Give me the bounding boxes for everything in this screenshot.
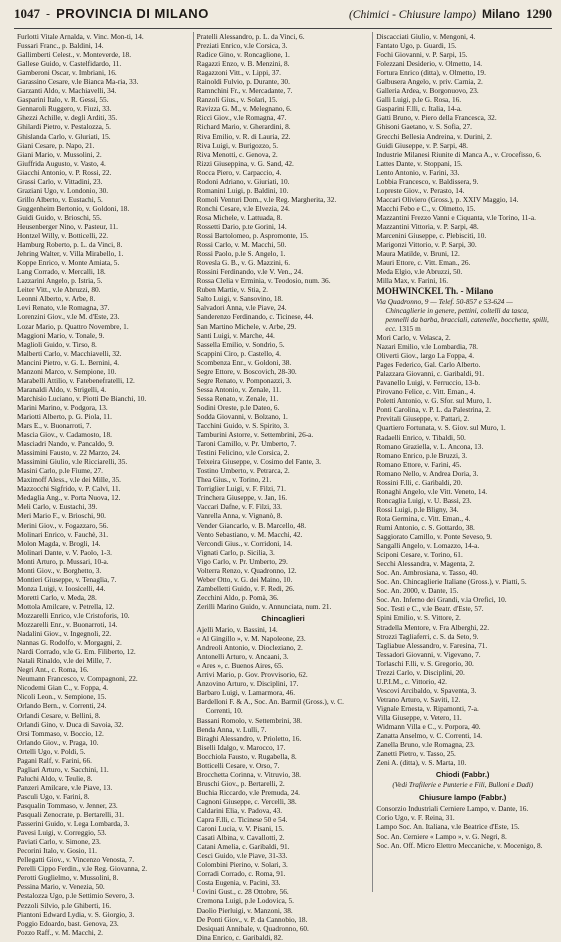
list-item: Rodoni Adriano, v. Giuriati, 10.	[196, 176, 290, 186]
list-item: Maranaldi Aldo, v. Strigelli, 4.	[17, 384, 107, 394]
list-item: De Ponti Giov., v. P. da Cannobio, 18.	[196, 914, 308, 924]
list-item: Nardi Corrado, v.le G. Em. Filiberto, 12.	[17, 647, 136, 657]
list-item: Tostino Umberto, v. Petrarca, 2.	[196, 466, 290, 476]
list-item: Caroni Lucia, v. V. Pisani, 15.	[196, 824, 284, 834]
list-item: Ronaghi Angelo, v.le Vitt. Veneto, 14.	[376, 486, 488, 496]
list-item: Vigo Carlo, v. Pr. Umberto, 29.	[196, 556, 288, 566]
list-item: Vanrella Anna, v. Vignanò, 8.	[196, 511, 283, 521]
list-item: Meli Carlo, v. Eustachi, 39.	[17, 502, 98, 512]
list-item: Vercondi Gius., v. Corridoni, 14.	[196, 538, 293, 548]
list-item: Daolio Pierluigi, v. Manzoni, 38.	[196, 905, 293, 915]
list-item: Rossi Carlo, v. M. Macchi, 50.	[196, 240, 287, 250]
list-item: Casati Albina, v. Cavallotti, 2.	[196, 833, 285, 843]
list-item: Thea Gius., v. Torino, 21.	[196, 475, 272, 485]
list-item: Soc. Testi e C., v.le Beatr. d'Este, 57.	[376, 604, 484, 614]
list-item: Lazzarini Angelo, p. Istria, 5.	[17, 276, 103, 286]
list-item: Maura Matilde, v. Bruni, 12.	[376, 249, 460, 259]
list-item: Rossetti Dario, p.te Gorini, 14.	[196, 221, 287, 231]
list-item: Vignati Carlo, p. Sicilia, 3.	[196, 547, 275, 557]
list-item: Pestalozza Ugo, p.le Settimio Severo, 3.	[17, 891, 135, 901]
list-item: Caldarini Elia, v. Padova, 43.	[196, 805, 283, 815]
list-item: Antonelli Arturo, v. Ancaani, 3.	[196, 652, 289, 662]
list-item: Garassino Cesare, v.le Bianca Ma-ria, 33.	[17, 77, 139, 87]
list-item: Ragazzoni Vitt., v. Lippi, 37.	[196, 68, 281, 78]
list-item: Vetrano Arturo, v. Saviti, 12.	[376, 694, 461, 704]
list-item: Pavesi Luigi, v. Correggio, 53.	[17, 828, 107, 838]
list-item: Romano Nello, v. Andrea Doria, 3.	[376, 468, 479, 478]
list-item: Covini Gust., c. 28 Ottobre, 56.	[196, 887, 289, 897]
list-item: Fortura Enrico (ditta), v. Olmetto, 19.	[376, 68, 486, 78]
list-item: Mozzarelli Enr., v. Buonarroti, 14.	[17, 620, 118, 630]
list-item: Giani Cesare, p. Napo, 21.	[17, 140, 95, 150]
list-item: Soc. An. 2000, v. Dante, 15.	[376, 586, 459, 596]
list-item: Molinari Dante, v. V. Paolo, 1-3.	[17, 547, 112, 557]
list-item: Riva Luigi, v. Burigozzo, 5.	[196, 140, 279, 150]
list-item: Nadalini Giov., v. Ingegnoli, 22.	[17, 629, 112, 639]
list-item: Zerilli Marino Guido, v. Annunciata, num. 21.	[196, 601, 332, 611]
list-item: Rossini Ferdinando, v.le V. Ven., 24.	[196, 267, 304, 277]
list-item: Massimini Giulio, v.le Ricciarelli, 35.	[17, 457, 128, 467]
list-item: Macchi Febo e C., v. Olmetto, 15.	[376, 203, 476, 213]
list-item: Zanatta Anselmo, v. C. Correnti, 14.	[376, 731, 483, 741]
list-item: Brocchetta Corinna, v. Vitruvio, 38.	[196, 769, 302, 779]
featured-description	[376, 297, 549, 333]
list-item: Maccari Oliviero (Gross.), p. XXIV Maggio, 14.	[376, 194, 519, 204]
list-item: Scappini Ciro, p. Castello, 4.	[196, 348, 281, 358]
list-item: Rizzi Giuseppina, v. G. Sand, 42.	[196, 158, 294, 168]
list-item: Vento Sebastiano, v. M. Macchi, 42.	[196, 529, 303, 539]
list-item: Lobbia Francesco, v. Baldissera, 9.	[376, 176, 479, 186]
list-item: Teixeira Giuseppe, v. Cosimo del Fante, 3.	[196, 457, 321, 467]
list-item: Torlaschi F.lli, v. S. Gregorio, 30.	[376, 658, 474, 668]
header-dash: -	[46, 7, 51, 21]
list-item: Secchi Alessandra, v. Magenta, 2.	[376, 559, 475, 569]
list-item: Quartiero Fortunata, v. S. Giov. sul Muro, 1.	[376, 423, 506, 433]
list-item: Cremona Luigi, p.le Lodovica, 5.	[196, 896, 294, 906]
page-header	[14, 6, 552, 29]
list-item: Roncaglia Luigi, v. U. Bassi, 23.	[376, 495, 472, 505]
list-item: Panzeri Amilcare, v.le Piave, 13.	[17, 782, 113, 792]
list-item: Radice Gino, v. Roncaglione, 1.	[196, 50, 290, 60]
list-item: Galbusera Angelo, v. priv. Carnia, 2.	[376, 77, 483, 87]
featured-address: Via Quadronno, 9 — Telef. 50-857 e 53-624 — Chincaglierie in genere, pettini, coltelli da tasca, pennelli da barba, bracciali, catenelle, bocchette, spilli, ecc.	[376, 296, 549, 333]
list-item: Vaccari Dafne, v. F. Filzi, 33.	[196, 502, 282, 512]
list-item: Pavanello Luigi, v. Ferruccio, 13-b.	[376, 378, 481, 388]
list-item: Folezzani Desiderio, v. Olmetto, 14.	[376, 59, 483, 69]
list-item: Pessina Mario, v. Venezia, 50.	[17, 882, 105, 892]
list-item: Malberti Carlo, v. Macchiavelli, 32.	[17, 348, 122, 358]
list-item: Ghezzi Achille, v. degli Arditi, 35.	[17, 113, 118, 123]
list-item: Romano Ettore, v. Farini, 45.	[376, 459, 462, 469]
list-item: Trinchera Giuseppe, v. Jan, 16.	[196, 493, 288, 503]
list-item: Marini Marino, v. Podgora, 13.	[17, 402, 108, 412]
list-item: Lopreste Giov., v. Perasto, 14.	[376, 185, 465, 195]
list-item: Vescovi Arcibaldo, v. Spaventa, 3.	[376, 685, 477, 695]
list-item: Mars E., v. Buonarroti, 7.	[17, 421, 92, 431]
list-item: Capra F.lli, c. Ticinese 50 e 54.	[196, 815, 288, 825]
list-item: Sessa Renato, v. Zenale, 11.	[196, 393, 279, 403]
list-item: Ronchi Cesare, v.le Elvezia, 24.	[196, 203, 290, 213]
list-item: Mauri Ettore, c. Vitt. Eman., 26.	[376, 258, 471, 268]
list-item: Masini Carlo, p.le Fiume, 27.	[17, 466, 103, 476]
section-heading-chiusure: Chiusure lampo (Fabbr.)	[419, 793, 507, 803]
list-item: Rossa Clelia v Erminia, v. Teodosio, num. 36.	[196, 276, 331, 286]
list-item: Villa Giuseppe, v. Vetero, 11.	[376, 712, 462, 722]
list-item: Guidi Guido, v. Brioschi, 55.	[17, 212, 102, 222]
list-item: Zanetti Pietro, v. Tasso, 25.	[376, 749, 456, 759]
list-item: Previtali Giuseppe, v. Pattari, 2.	[376, 414, 470, 424]
list-item: Sessa Antonio, v. Zenale, 11.	[196, 384, 282, 394]
list-item: Lorenzini Giov., v.le M. d'Este, 23.	[17, 312, 120, 322]
list-item: Orlando Giov., v. Praga, 10.	[17, 737, 99, 747]
list-item: Pratelli Alessandro, p. L. da Vinci, 6.	[196, 32, 305, 41]
list-item: Santi Luigi, v. Marche, 44.	[196, 330, 275, 340]
list-item: Oliverti Giov., largo La Foppa, 4.	[376, 351, 475, 361]
list-item: Rossini F.lli, c. Garibaldi, 20.	[376, 477, 463, 487]
list-item: Ajelli Mario, v. Bassini, 14.	[196, 625, 278, 635]
list-item: Molon Magda, v. Brogli, 14.	[17, 538, 101, 548]
list-item: Pasculi Ugo, v. Farini, 8.	[17, 791, 90, 801]
list-item: Gallese Guido, v. Castelfidardo, 11.	[17, 59, 122, 69]
list-item: Sangalli Angelo, v. Lomazzo, 14-a.	[376, 541, 480, 551]
list-item: Poletti Antonio, v. G. Sfor. sul Muro, 1.	[376, 396, 492, 406]
list-item: Zambelletti Guido, v. F. Redi, 26.	[196, 583, 295, 593]
list-item: Riva Menotti, c. Genova, 2.	[196, 149, 278, 159]
list-item: Scombenza Enr., v. Goldoni, 38.	[196, 357, 292, 367]
list-item: Medaglia Ang., v. Porta Nuova, 12.	[17, 493, 121, 503]
list-item: Salto Luigi, v. Sansovino, 18.	[196, 294, 283, 304]
list-item: Gennaroli Ruggero, v. Fiuzi, 33.	[17, 104, 112, 114]
list-item: Romano Enrico, p.le Bruzzi, 3.	[376, 450, 468, 460]
list-item: Tessadori Giovanni, v. Vigevano, 7.	[376, 649, 481, 659]
list-item: Passerini Guido, v. Lega Lombarda, 3.	[17, 819, 130, 829]
list-item: Strozzi Tagliaferri, c. S. da Seto, 9.	[376, 631, 479, 641]
list-item: Koppe Enrico, v. Monte Amiata, 5.	[17, 258, 120, 268]
list-item: Ghislanda Carlo, v. Gluriati, 15.	[17, 131, 111, 141]
list-item: Furlotti Vitale Arnalda, v. Vinc. Mon-ti, 14.	[17, 32, 144, 41]
list-item: Milla Max, v. Farini, 16.	[376, 276, 449, 286]
list-item: Monti Giov., v. Borghetto, 3.	[17, 565, 102, 575]
list-item: Sciponi Cesare, v. Torino, 61.	[376, 550, 463, 560]
list-item: Richard Mario, v. Gherardini, 8.	[196, 122, 291, 132]
list-item: Montieri Giuseppe, v. Tenaglia, 7.	[17, 574, 117, 584]
list-item: Nicoli Leon., v. Sempione, 15.	[17, 692, 107, 702]
list-item: Widmann Villa e C., v. Porpora, 40.	[376, 722, 481, 732]
columns	[14, 32, 552, 942]
list-item: Soc. An. Ambrosiana, v. Tasso, 40.	[376, 568, 478, 578]
list-item: Rumi Antonio, c. S. Gottardo, 38.	[376, 522, 475, 532]
list-item: Rota Germina, c. Vitt. Eman., 4.	[376, 513, 471, 523]
list-item: Perotti Guglielmo, v. Mussolini, 8.	[17, 873, 119, 883]
list-item: Rainoldi Fulvio, p. Durante, 30.	[196, 77, 290, 87]
list-item: Preziati Enrico, v.le Corsica, 3.	[196, 41, 288, 51]
list-item: Fantato Ugo, p. Guardi, 15.	[376, 41, 457, 51]
featured-entry	[376, 286, 549, 297]
list-item: Sanderenzo Ferdinando, c. Ticinese, 44.	[196, 312, 314, 322]
list-item: Taroni Camillo, v. Pr. Umberto, 7.	[196, 439, 297, 449]
list-item: Romoli Venturi Dom., v.le Reg. Margherita, 32.	[196, 194, 337, 204]
list-item: Marchisio Luciano, v. Piotti De Bianchi, 10.	[17, 393, 147, 403]
list-item: Soc. An. Chincaglierie Italiane (Gross.), v. Piatti, 5.	[376, 577, 527, 587]
list-item: Manzoni Marco, v. Sempione, 10.	[17, 366, 117, 376]
list-item: Mazzantini Frezzo Vanni e Ciquanta, v.le Torino, 11-a.	[376, 212, 536, 222]
list-item: Poggio Edoardo, bast. Genova, 23.	[17, 918, 119, 928]
list-item: Piantoni Edward Lydia, v. S. Giorgio, 3.	[17, 909, 135, 919]
list-item: Benda Anna, v. Lulli, 7.	[196, 724, 267, 734]
list-item: Ranzoli Gius., v. Solari, 15.	[196, 95, 278, 105]
list-item: Colombini Pierino, v. Solari, 3.	[196, 860, 288, 870]
list-item: Mascia Giov., v. Cadamosto, 18.	[17, 430, 112, 440]
header-city: Milano	[482, 7, 520, 21]
list-item: Bocchiola Fausto, v. Rugabella, 8.	[196, 751, 297, 761]
list-item: Segre Ettore, v. Boscovich, 28-30.	[196, 366, 297, 376]
list-item: Ramnchini Fr., v. Mercadante, 7.	[196, 86, 293, 96]
list-item: Marigonzi Vittorio, v. P. Sarpi, 30.	[376, 240, 477, 250]
section-note-chiodi: (Vedi Trafilerie e Punterie e Fili, Bulloni e Dadi)	[392, 781, 534, 790]
list-item: Palazzara Giovanni, c. Garibaldi, 91.	[376, 369, 485, 379]
list-item: Orsi Tommaso, v. Boccio, 12.	[17, 728, 104, 738]
list-item: Gasparini F.lli, c. Italia, 14-a.	[376, 104, 462, 114]
list-item: Rovesla G. B., v. G. Mazzini, 6.	[196, 258, 291, 268]
list-item: Dina Enrico, c. Garibaldi, 82.	[196, 932, 283, 942]
list-item: Vender Giancarlo, v. B. Marcello, 48.	[196, 520, 307, 530]
list-item: Leiter Vitt., v.le Abruzzi, 80.	[17, 285, 101, 295]
list-item: Nannas G. Rodolfo, v. Morgagni, 2.	[17, 638, 122, 648]
list-item: Gamberoni Oscar, v. Imbriani, 16.	[17, 68, 117, 78]
list-item: Zanella Bruno, v.le Romagna, 23.	[376, 740, 475, 750]
list-item: Ghilardi Pietro, v. Pestalozza, 5.	[17, 122, 111, 132]
list-item: Sodini Oreste, p.le Dateo, 6.	[196, 402, 280, 412]
list-item: Hontzel Willy, v. Botticelli, 22.	[17, 231, 109, 241]
list-item: Ricci Giov., v.le Romagna, 47.	[196, 113, 287, 123]
list-item: Monza Luigi, v. Ioosicelli, 44.	[17, 583, 106, 593]
list-item: Masciadri Nando, v. Pancaldo, 9.	[17, 439, 114, 449]
list-item: Romano Graziella, v. L. Ancona, 13.	[376, 441, 484, 451]
list-item: Marabelli Attilio, v. Fatebenefratelli, 12.	[17, 375, 135, 385]
list-item: Levi Renato, v.le Romagna, 37.	[17, 303, 110, 313]
list-item: Bassani Romolo, v. Settembrini, 38.	[196, 715, 302, 725]
list-item: Maggioni Mario, v. Tonale, 9.	[17, 330, 105, 340]
list-item: Sodda Giovanni, v. Bolzano, 1.	[196, 411, 288, 421]
list-item: Pellegatti Giov., v. Vincenzo Venosta, 7.	[17, 855, 135, 865]
list-item: Buchia Riccardo, v.le Premuda, 24.	[196, 787, 300, 797]
list-item: Segre Renato, v. Pomponazzi, 3.	[196, 375, 292, 385]
list-item: Neumann Francesco, v. Compagnoni, 22.	[17, 674, 138, 684]
list-item: Marcenini Giuseppe, c. Plebiscitì, 10.	[376, 231, 487, 241]
list-item: Massimini Fausto, v. 22 Marzo, 24.	[17, 448, 121, 458]
list-item: Rossi Paolo, p.le S. Angelo, 1.	[196, 249, 286, 259]
list-item: Moretti Carlo, v. Meda, 28.	[17, 592, 97, 602]
list-item: Meri Mario F., v. Brioschi, 90.	[17, 511, 106, 521]
list-item: Pagliari Arturo, v. Sacchini, 11.	[17, 764, 109, 774]
list-item: Pasquali Zenocrate, p. Bertarelli, 31.	[17, 810, 124, 820]
list-item: Pozzo Raff., v. M. Macchi, 2.	[17, 927, 103, 937]
list-item: Corio Ugo, v. F. Reina, 31.	[376, 813, 455, 823]
list-item: Nicodemi Gian C., v. Foppa, 4.	[17, 683, 109, 693]
list-item: Bruschi Giov., p. Bertarelli, 2.	[196, 778, 285, 788]
list-item: « Al Gingillo », v. M. Napoleone, 23.	[196, 634, 306, 644]
list-item: Torriglier Luigi, v. F. Filzi, 71.	[196, 484, 286, 494]
list-item: Ravizza G. M., v. Melegnano, 6.	[196, 104, 292, 114]
list-item: Industrie Milanesi Riunite di Manca A., v. Crocefisso, 6.	[376, 149, 542, 159]
list-item: Tagliabue Alessandro, v. Faresina, 71.	[376, 640, 488, 650]
list-item: Consorzio Industriali Cerniere Lampo, v. Dante, 16.	[376, 804, 529, 814]
list-item: Graziani Ugo, v. Londonio, 30.	[17, 185, 109, 195]
list-item: Orlandi Cesare, v. Bellini, 8.	[17, 710, 101, 720]
list-item: Pirovano Felice, c. Vitt. Eman., 4.	[376, 387, 476, 397]
list-item: Paviati Carlo, v. Simone, 23.	[17, 837, 101, 847]
list-item: Gatti Bruno, v. Piero della Francesca, 32.	[376, 113, 497, 123]
list-item: Garzanti Aldo, v. Machiavelli, 34.	[17, 86, 117, 96]
list-item: Spini Emilio, v. S. Vittore, 2.	[376, 613, 461, 623]
list-item: Mottola Amilcare, v. Petrella, 12.	[17, 601, 115, 611]
list-item: Pages Federico, Gal. Carlo Alberto.	[376, 360, 481, 370]
list-item: Rossi Bartolomeo, p. Aspromonte, 15.	[196, 231, 309, 241]
list-item: Soc. An. Off. Micro Elettro Meccaniche, v. Mocenigo, 8.	[376, 840, 543, 850]
list-item: Ragazzi Enzo, v. B. Menzini, 8.	[196, 59, 290, 69]
list-item: Cagnoni Giuseppe, c. Vercelli, 38.	[196, 796, 297, 806]
header-category: (Chimici - Chiusure lampo)	[348, 9, 476, 21]
list-item: Biraghi Alessandro, v. Prioletto, 16.	[196, 733, 302, 743]
list-item: Mazzantini Vittoria, v. P. Sarpi, 48.	[376, 221, 479, 231]
list-item: Volterra Renzo, v. Quadronno, 12.	[196, 565, 297, 575]
list-item: Orlando Bern., v. Correnti, 24.	[17, 701, 107, 711]
list-item: Gallimberti Celest., v. Monteverde, 18.	[17, 50, 132, 60]
list-item: Bardelloni F. & A., Soc. An. Barmil (Gross.), v. C. Correnti, 10.	[196, 697, 344, 716]
list-item: Giuffrida Augusto, v. Vasto, 4.	[17, 158, 106, 168]
list-item: Grassi Carlo, v. Vittadini, 23.	[17, 176, 103, 186]
list-item: Andreoli Antonio, v. Diocleziano, 2.	[196, 643, 303, 653]
list-item: Pezzoli Silvio, p.le Ghiberti, 16.	[17, 900, 112, 910]
list-item: Monti Arturo, p. Mussari, 10-a.	[17, 556, 109, 566]
list-item: Grillo Alberto, v. Eustachi, 5.	[17, 194, 103, 204]
list-item: Lang Corrado, v. Mercalli, 18.	[17, 267, 106, 277]
list-item: Stradella Mentore, v. Fra Alberghi, 22.	[376, 622, 490, 632]
list-item: Giani Mario, v. Mussolini, 2.	[17, 149, 102, 159]
list-item: Catani Amelia, c. Garibaldi, 91.	[196, 842, 290, 852]
list-item: Radaelli Enrico, v. Tibaldi, 50.	[376, 432, 466, 442]
list-item: Ghisoni Gaetano, v. S. Sofia, 27.	[376, 122, 472, 132]
list-item: Leonni Alberto, v. Arbe, 8.	[17, 294, 96, 304]
list-item: Guggenheim Bertonio, v. Goldoni, 18.	[17, 203, 130, 213]
list-item: Rossi Luigi, p.le Bligny, 34.	[376, 504, 459, 514]
list-item: Soc. An. Cerniere « Lampo », v. G. Negri, 8.	[376, 831, 507, 841]
list-item: Rocca Piero, v. Carpaccio, 4.	[196, 167, 282, 177]
list-item: Guidi Giuseppe, v. P. Sarpi, 48.	[376, 140, 468, 150]
list-item: Soc. An. Inferno dei Grandi, v.ia Orefici, 10.	[376, 595, 507, 605]
list-item: Cesci Guido, v.le Piave, 31-33.	[196, 851, 288, 861]
list-item: Ponti Carolina, v. P. L. da Palestrina, 2.	[376, 405, 491, 415]
list-item: Mazzocchi Sigfrido, v. P. Calvi, 11.	[17, 484, 121, 494]
list-item: Mozzarelli Enrico, v.le Cristoforis, 10.	[17, 611, 130, 620]
header-code: 1290	[526, 6, 552, 21]
list-item: Jehring Walter, v. Villa Mirabello, 1.	[17, 249, 124, 259]
list-item: Riva Emilio, v. R. di Lauria, 22.	[196, 131, 291, 141]
list-item: Perelli Cippo Ferdin., v.le Reg. Giovanna, 2.	[17, 864, 148, 874]
list-item: Ruben Martie, v. Stia, 2.	[196, 285, 268, 295]
list-item: Paluchi Aldo, v. Teulie, 8.	[17, 773, 93, 783]
list-item: Arrivi Mario, p. Gov. Provvisorio, 62.	[196, 670, 308, 680]
list-item: Nazari Emilio, v.le Lombardia, 78.	[376, 342, 478, 352]
column-3	[372, 32, 552, 892]
list-item: Mancini Pietro, v. G. L. Bernini, 4.	[17, 357, 120, 367]
list-item: Zeni A. (ditta), v. S. Marta, 10.	[376, 758, 467, 768]
list-item: Lento Antonio, v. Farini, 33.	[376, 167, 460, 177]
list-item: U.P.I.M., c. Vittorio, 42.	[376, 676, 447, 686]
list-item: Sassella Emilio, v. Sondrio, 5.	[196, 339, 285, 349]
list-item: Salvadori Anna, v.le Piave, 24.	[196, 303, 287, 313]
list-item: Biselli Idalgo, v. Marocco, 17.	[196, 742, 286, 752]
list-item: Pecorini Italo, v. Gosio, 11.	[17, 846, 97, 856]
list-item: Maglioli Guido, v. Tirso, 8.	[17, 339, 97, 349]
list-item: Barbaro Luigi, v. Lamarmora, 46.	[196, 688, 296, 698]
list-item: Orlandi Gino, v. Duca di Savoia, 32.	[17, 719, 124, 729]
list-item: Galleria Ardea, v. Borgonuovo, 23.	[376, 86, 479, 96]
list-item: Fochi Giovanni, v. P. Sarpi, 15.	[376, 50, 468, 60]
list-item: Mariotti Alberto, p. G. Piola, 11.	[17, 411, 112, 421]
list-item: Lozar Mario, p. Quattro Novembre, 1.	[17, 321, 129, 331]
list-item: Fussari Franc., p. Baldini, 14.	[17, 41, 104, 51]
list-item: Tacchini Guido, v. S. Spirito, 3.	[196, 421, 289, 431]
list-item: Testini Felicino, v.le Corsica, 2.	[196, 448, 290, 458]
list-item: Discacciati Giulio, v. Mengoni, 4.	[376, 32, 476, 41]
list-item: Merini Giov., v. Fogazzaro, 56.	[17, 520, 109, 530]
list-item: Vignale Ernesta, v. Ripamonti, 7-a.	[376, 703, 479, 713]
list-item: Rosa Michele, v. Lattuada, 8.	[196, 212, 283, 222]
list-item: Gasparini Italo, v. R. Gessi, 55.	[17, 95, 109, 105]
list-item: Meda Elgio, v.le Abruzzi, 50.	[376, 267, 463, 277]
list-item: Hamburg Roberto, p. L. da Vinci, 8.	[17, 240, 123, 250]
list-item: San Martino Michele, v. Arbe, 29.	[196, 321, 297, 331]
list-item: Grecchi Bellesia Andreina, v. Durini, 2.	[376, 131, 492, 141]
page-title: PROVINCIA DI MILANO	[56, 6, 209, 21]
list-item: Giacchi Antonio, v. P. Rossi, 22.	[17, 167, 112, 177]
section-heading-chiodi: Chiodi (Fabbr.)	[435, 770, 490, 780]
section-heading-chincaglieri: Chincaglieri	[261, 614, 305, 623]
list-item: Galli Luigi, p.le G. Rosa, 16.	[376, 95, 462, 105]
page-number: 1047	[14, 6, 40, 21]
list-item: Desiquati Annibale, v. Quadronno, 60.	[196, 923, 309, 933]
list-item: Heusenberger Nino, v. Pasteur, 11.	[17, 221, 118, 231]
list-item: Ortelli Ugo, v. Poldi, 5.	[17, 746, 86, 756]
column-2	[193, 32, 373, 942]
featured-ref: 1315 m	[398, 323, 421, 333]
list-item: Trezzi Carlo, v. Disciplini, 20.	[376, 667, 465, 677]
list-item: Corradi Corrado, c. Roma, 91.	[196, 869, 286, 879]
featured-name: MOHWINCKEL Th. - Milano	[376, 286, 494, 297]
list-item: Romanini Luigi, p. Baldini, 10.	[196, 185, 289, 195]
list-item: Weber Otto, v. G. dei Maino, 10.	[196, 574, 293, 584]
list-item: Zecchini Aldo, p. Pomà, 36.	[196, 592, 279, 602]
list-item: Molinari Enrico, v. Fauchè, 31.	[17, 529, 109, 539]
column-1	[14, 32, 193, 937]
list-item: Costa Eugenia, v. Pacini, 33.	[196, 878, 281, 888]
list-item: Pasqualin Tommaso, v. Jenner, 23.	[17, 800, 118, 810]
list-item: Mori Carlo, v. Velasca, 2.	[376, 333, 451, 342]
list-item: Negri Ant., c. Roma, 16.	[17, 665, 89, 675]
list-item: Anzovino Arturo, v. Disciplini, 17.	[196, 679, 299, 689]
list-item: Tamburini Astorre, v. Settembrini, 26-a.	[196, 430, 314, 440]
list-item: Lattes Dante, v. Stoppani, 15.	[376, 158, 463, 168]
list-item: Natali Rinaldo, v.le dei Mille, 7.	[17, 656, 112, 666]
list-item: Saggiorato Camillo, v. Ponte Seveso, 9.	[376, 532, 493, 542]
list-item: Maximoff Aless., v.le dei Mille, 35.	[17, 475, 121, 485]
list-item: « Ares », c. Buenos Aires, 65.	[196, 661, 284, 671]
list-item: Botticelli Cesare, v. Orso, 7.	[196, 760, 280, 770]
list-item: Lampo Soc. An. Italiana, v.le Beatrice d'Este, 15.	[376, 822, 520, 832]
list-item: Pagani Ralf, v. Farini, 66.	[17, 755, 92, 765]
